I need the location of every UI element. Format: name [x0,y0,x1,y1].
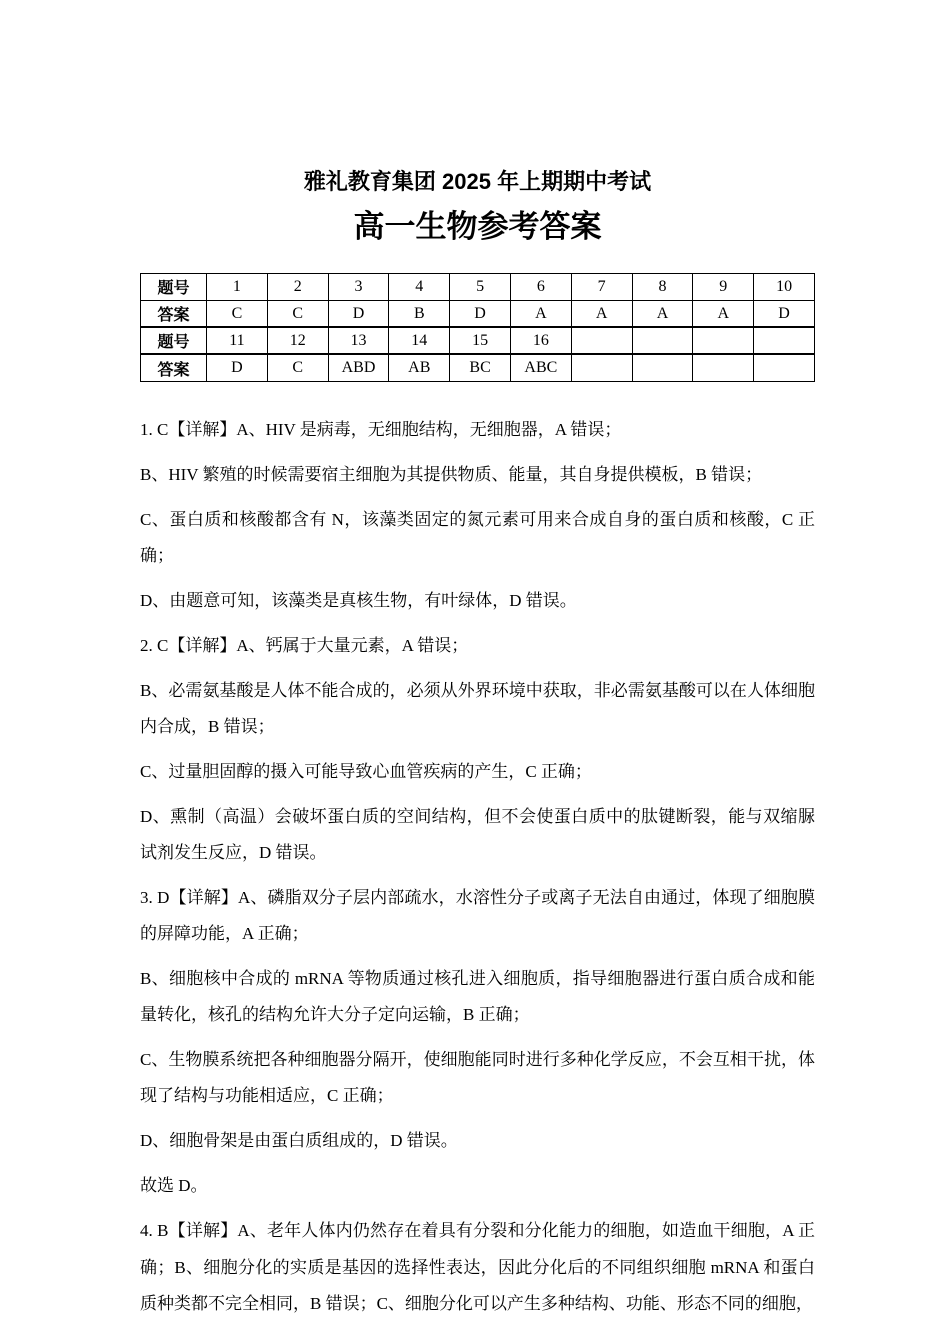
answer-table-cell: 9 [693,273,754,300]
answer-table-cell: ABC [510,354,571,381]
answer-table-cell [754,354,815,381]
explanation-paragraph: C、过量胆固醇的摄入可能导致心血管疾病的产生，C 正确； [140,762,592,782]
answer-table-cell: ABD [328,354,389,381]
answer-table-cell: C [267,354,328,381]
answer-table-cell: 12 [267,327,328,354]
answer-table-row-header: 题号 [141,273,207,300]
answer-table-cell [693,327,754,354]
explanation-paragraph: 3. D【详解】A、磷脂双分子层内部疏水，水溶性分子或离子无法自由通过，体现了细胞膜的屏障功能，A 正确； [140,888,815,944]
explanation-paragraph: B、细胞核中合成的 mRNA 等物质通过核孔进入细胞质，指导细胞器进行蛋白质合成和能量转化，核孔的结构允许大分子定向运输，B 正确； [140,969,815,1025]
answer-table-cell [754,327,815,354]
answer-table-cell: A [510,300,571,327]
explanation-paragraph: 4. B【详解】A、老年人体内仍然存在着具有分裂和分化能力的细胞，如造血干细胞，A 正确；B、细胞分化的实质是基因的选择性表达，因此分化后的不同组织细胞 mRNA 和蛋白质种类都不完全相同，B 错误；C、细胞分化可以产生多种结构、功能、形态不同的细胞， [140,1221,815,1313]
answer-table-cell [571,327,632,354]
answer-table-cell: A [571,300,632,327]
answer-table-row [141,354,815,381]
answer-table-cell: 10 [754,273,815,300]
answer-table-cell: C [207,300,268,327]
answer-table-row-header: 答案 [141,354,207,381]
answer-table-cell: D [207,354,268,381]
answer-table-cell [693,354,754,381]
answer-table-cell: C [267,300,328,327]
answer-table-cell: 8 [632,273,693,300]
explanation-paragraph: D、由题意可知，该藻类是真核生物，有叶绿体，D 错误。 [140,591,577,611]
answer-table-row [141,273,815,300]
answer-table-cell: B [389,300,450,327]
answer-table-cell: BC [450,354,511,381]
answer-table-cell: A [693,300,754,327]
answer-table-cell: 7 [571,273,632,300]
answer-table-cell: 6 [510,273,571,300]
answer-table-row [141,327,815,354]
answer-table-cell: D [328,300,389,327]
answer-table-cell: 1 [207,273,268,300]
document-subtitle: 高一生物参考答案 [353,208,602,244]
answer-table-cell: D [450,300,511,327]
explanation-paragraph: D、熏制（高温）会破坏蛋白质的空间结构，但不会使蛋白质中的肽键断裂，能与双缩脲试剂发生反应，D 错误。 [140,807,815,863]
explanation-paragraph: 故选 D。 [140,1176,208,1196]
explanation-paragraph: B、HIV 繁殖的时候需要宿主细胞为其提供物质、能量，其自身提供模板，B 错误； [140,464,763,484]
answer-table-cell [571,354,632,381]
explanation-paragraph: C、蛋白质和核酸都含有 N，该藻类固定的氮元素可用来合成自身的蛋白质和核酸，C 正确； [140,509,815,565]
answer-table-body [141,273,815,381]
answer-table-cell [632,354,693,381]
answer-table-row-header: 题号 [141,327,207,354]
explanation-paragraph: D、细胞骨架是由蛋白质组成的，D 错误。 [140,1131,458,1151]
explanation-paragraph: 2. C【详解】A、钙属于大量元素，A 错误； [140,636,469,656]
answer-table-cell: 11 [207,327,268,354]
answer-table-row [141,300,815,327]
answer-table-cell [632,327,693,354]
answer-key-table [140,273,815,382]
explanation-paragraph: 1. C【详解】A、HIV 是病毒，无细胞结构，无细胞器，A 错误； [140,419,622,439]
explanation-paragraph: B、必需氨基酸是人体不能合成的，必须从外界环境中获取，非必需氨基酸可以在人体细胞内合成，B 错误； [140,681,815,737]
answer-table-cell: 14 [389,327,450,354]
answer-table-cell: 16 [510,327,571,354]
answer-table-cell: A [632,300,693,327]
answer-table-cell: 13 [328,327,389,354]
answer-table-cell: D [754,300,815,327]
answer-table-cell: 4 [389,273,450,300]
answer-table-row-header: 答案 [141,300,207,327]
answer-table-cell: 3 [328,273,389,300]
explanation-paragraph: C、生物膜系统把各种细胞器分隔开，使细胞能同时进行多种化学反应，不会互相干扰，体现了结构与功能相适应，C 正确； [140,1050,815,1106]
document-title: 雅礼教育集团 2025 年上期期中考试 [303,169,652,194]
answer-table-cell: 15 [450,327,511,354]
answer-table-cell: AB [389,354,450,381]
answer-table-cell: 2 [267,273,328,300]
explanations [140,412,815,1322]
answer-table-cell: 5 [450,273,511,300]
